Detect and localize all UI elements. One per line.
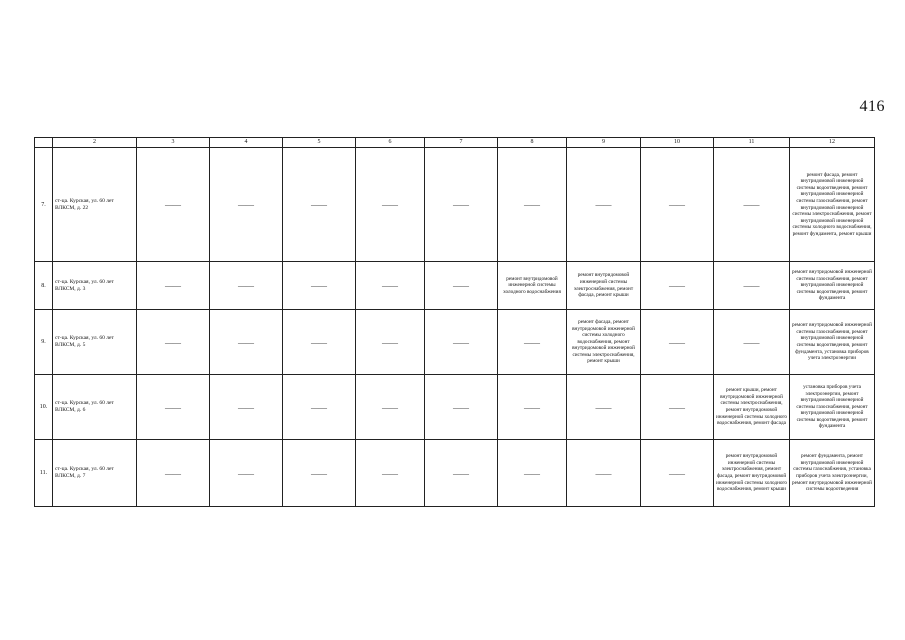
dash-cell: —— — [641, 440, 714, 507]
dash-cell: —— — [498, 440, 567, 507]
header-cell-7: 7 — [425, 138, 498, 148]
row-number: 7. — [35, 148, 53, 262]
works-cell: ремонт внутридомовой инженерной системы электроснабжения, ремонт фасада, ремонт крыши — [567, 262, 641, 310]
dash-cell: —— — [210, 310, 283, 375]
works-cell: ремонт фасада, ремонт внутридомовой инженерной системы водоотведения, ремонт внутридомовой инженерной системы газоснабжения, ремонт внутридомовой инженерной системы электроснабжения, ремонт внутридомовой инженерной системы холодного водоснабжения, ремонт фундамента, ремонт крыши — [790, 148, 875, 262]
dash-cell: —— — [356, 262, 425, 310]
dash-cell: —— — [498, 148, 567, 262]
table-row — [35, 310, 875, 375]
dash-cell: —— — [567, 440, 641, 507]
works-cell: ремонт фундамента, ремонт внутридомовой инженерной системы газоснабжения, установка приборов учета электроэнергии, ремонт внутридомовой инженерной системы водоотведения — [790, 440, 875, 507]
header-row — [35, 138, 875, 148]
dash-cell: —— — [283, 310, 356, 375]
repair-schedule-table — [34, 137, 875, 507]
dash-cell: —— — [137, 440, 210, 507]
dash-cell: —— — [283, 375, 356, 440]
dash-cell: —— — [356, 148, 425, 262]
page-number: 416 — [859, 98, 885, 115]
table-row — [35, 262, 875, 310]
works-cell: ремонт внутридомовой инженерной системы газоснабжения, ремонт внутридомовой инженерной системы водоотведения, ремонт фундамента, установка приборов учета электроэнергии — [790, 310, 875, 375]
header-cell-8: 8 — [498, 138, 567, 148]
header-cell-9: 9 — [567, 138, 641, 148]
header-cell-5: 5 — [283, 138, 356, 148]
dash-cell: —— — [714, 310, 790, 375]
dash-cell: —— — [210, 440, 283, 507]
header-cell-1 — [35, 138, 53, 148]
dash-cell: —— — [641, 310, 714, 375]
dash-cell: —— — [714, 262, 790, 310]
dash-cell: —— — [210, 148, 283, 262]
dash-cell: —— — [425, 148, 498, 262]
dash-cell: —— — [283, 262, 356, 310]
address-cell: ст-ца. Курская, ул. 60 лет ВЛКСМ, д. 7 — [53, 440, 137, 507]
row-number: 9. — [35, 310, 53, 375]
header-cell-12: 12 — [790, 138, 875, 148]
dash-cell: —— — [567, 148, 641, 262]
dash-cell: —— — [137, 148, 210, 262]
dash-cell: —— — [137, 375, 210, 440]
header-cell-10: 10 — [641, 138, 714, 148]
dash-cell: —— — [356, 375, 425, 440]
dash-cell: —— — [137, 310, 210, 375]
header-cell-6: 6 — [356, 138, 425, 148]
address-cell: ст-ца. Курская, ул. 60 лет ВЛКСМ, д. 3 — [53, 262, 137, 310]
header-cell-4: 4 — [210, 138, 283, 148]
table-row — [35, 148, 875, 262]
works-cell: ремонт фасада, ремонт внутридомовой инженерной системы холодного водоснабжения, ремонт внутридомовой инженерной системы электроснабжения, ремонт крыши — [567, 310, 641, 375]
works-cell: ремонт внутридомовой инженерной системы электроснабжения, ремонт фасада, ремонт внутридомовой инженерной системы холодного водоснабжения, ремонт крыши — [714, 440, 790, 507]
header-cell-11: 11 — [714, 138, 790, 148]
header-cell-3: 3 — [137, 138, 210, 148]
row-number: 8. — [35, 262, 53, 310]
dash-cell: —— — [498, 310, 567, 375]
dash-cell: —— — [641, 375, 714, 440]
dash-cell: —— — [567, 375, 641, 440]
dash-cell: —— — [210, 375, 283, 440]
dash-cell: —— — [137, 262, 210, 310]
dash-cell: —— — [714, 148, 790, 262]
table-row — [35, 440, 875, 507]
address-cell: ст-ца. Курская, ул. 60 лет ВЛКСМ, д. 22 — [53, 148, 137, 262]
header-cell-2: 2 — [53, 138, 137, 148]
dash-cell: —— — [425, 262, 498, 310]
dash-cell: —— — [356, 310, 425, 375]
row-number: 10. — [35, 375, 53, 440]
works-cell: ремонт внутридомовой инженерной системы холодного водоснабжения — [498, 262, 567, 310]
table-row — [35, 375, 875, 440]
dash-cell: —— — [641, 262, 714, 310]
dash-cell: —— — [425, 310, 498, 375]
dash-cell: —— — [641, 148, 714, 262]
dash-cell: —— — [283, 148, 356, 262]
dash-cell: —— — [498, 375, 567, 440]
works-cell: ремонт внутридомовой инженерной системы газоснабжения, ремонт внутридомовой инженерной системы водоотведения, ремонт фундамента — [790, 262, 875, 310]
dash-cell: —— — [425, 375, 498, 440]
works-cell: установка приборов учета электроэнергии, ремонт внутридомовой инженерной системы газоснабжения, ремонт внутридомовой инженерной системы водоотведения, ремонт фундамента — [790, 375, 875, 440]
row-number: 11. — [35, 440, 53, 507]
dash-cell: —— — [210, 262, 283, 310]
works-cell: ремонт крыши, ремонт внутридомовой инженерной системы электроснабжения, ремонт внутридомовой инженерной системы холодного водоснабжения, ремонт фасада — [714, 375, 790, 440]
dash-cell: —— — [425, 440, 498, 507]
dash-cell: —— — [283, 440, 356, 507]
dash-cell: —— — [356, 440, 425, 507]
address-cell: ст-ца. Курская, ул. 60 лет ВЛКСМ, д. 5 — [53, 310, 137, 375]
address-cell: ст-ца. Курская, ул. 60 лет ВЛКСМ, д. 6 — [53, 375, 137, 440]
